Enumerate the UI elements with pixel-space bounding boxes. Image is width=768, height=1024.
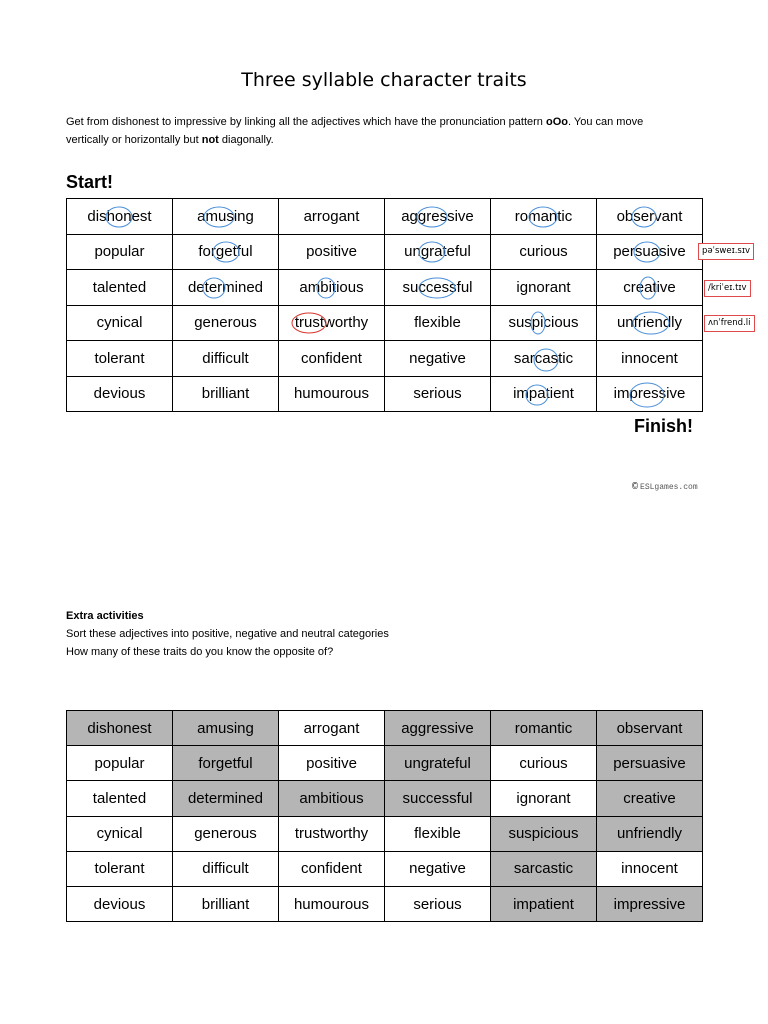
- sort-cell: popular: [67, 746, 173, 781]
- sort-cell: flexible: [385, 817, 491, 852]
- maze-cell: arrogant: [279, 199, 385, 235]
- sort-cell: cynical: [67, 817, 173, 852]
- sort-cell: arrogant: [279, 711, 385, 746]
- copyright-text: ESLgames.com: [640, 483, 698, 492]
- pronunciation-box-unfriendly: ʌnˈfrend.li: [704, 315, 755, 332]
- maze-cell: ambitious: [279, 270, 385, 306]
- pronunciation-box-creative: /kriˈeɪ.tɪv: [704, 280, 751, 297]
- maze-cell: impressive: [597, 377, 703, 413]
- maze-table: [66, 198, 703, 412]
- maze-cell: forgetful: [173, 235, 279, 271]
- sort-cell: innocent: [597, 852, 703, 887]
- copyright-icon: ©: [632, 482, 639, 493]
- sort-cell-shaded: dishonest: [67, 711, 173, 746]
- maze-cell: aggressive: [385, 199, 491, 235]
- maze-cell: confident: [279, 341, 385, 377]
- maze-cell: brilliant: [173, 377, 279, 413]
- sort-cell: confident: [279, 852, 385, 887]
- instructions-line-2: [66, 131, 274, 149]
- sort-cell-shaded: observant: [597, 711, 703, 746]
- maze-cell: humourous: [279, 377, 385, 413]
- maze-cell: tolerant: [67, 341, 173, 377]
- maze-cell: suspicious: [491, 306, 597, 342]
- extra-activities-heading: Extra activities: [66, 610, 144, 622]
- maze-cell: ignorant: [491, 270, 597, 306]
- emphasis-word: not: [201, 134, 219, 146]
- maze-cell: positive: [279, 235, 385, 271]
- sort-cell: difficult: [173, 852, 279, 887]
- maze-cell: innocent: [597, 341, 703, 377]
- maze-cell: dishonest: [67, 199, 173, 235]
- sort-cell-shaded: impatient: [491, 887, 597, 922]
- sort-cell: serious: [385, 887, 491, 922]
- sort-cell-shaded: successful: [385, 781, 491, 816]
- maze-cell: talented: [67, 270, 173, 306]
- maze-cell: difficult: [173, 341, 279, 377]
- instructions-text: . You can move: [567, 116, 644, 128]
- sort-cell: devious: [67, 887, 173, 922]
- maze-cell: sarcastic: [491, 341, 597, 377]
- sort-cell: brilliant: [173, 887, 279, 922]
- extra-activity-1: Sort these adjectives into positive, negative and neutral categories: [66, 628, 389, 640]
- sort-cell-shaded: amusing: [173, 711, 279, 746]
- maze-cell: ungrateful: [385, 235, 491, 271]
- maze-cell: negative: [385, 341, 491, 377]
- maze-cell: serious: [385, 377, 491, 413]
- copyright-notice: [632, 482, 698, 494]
- instructions-text: Get from dishonest to impressive by linking all the adjectives which have the pronunciation pattern: [66, 116, 546, 128]
- maze-cell: amusing: [173, 199, 279, 235]
- sort-cell-shaded: unfriendly: [597, 817, 703, 852]
- maze-cell: unfriendly: [597, 306, 703, 342]
- sort-cell: negative: [385, 852, 491, 887]
- maze-cell: determined: [173, 270, 279, 306]
- sort-cell: talented: [67, 781, 173, 816]
- instructions-line-1: [66, 113, 643, 131]
- maze-cell: curious: [491, 235, 597, 271]
- sort-cell-shaded: determined: [173, 781, 279, 816]
- maze-cell: creative: [597, 270, 703, 306]
- sort-cell-shaded: persuasive: [597, 746, 703, 781]
- sort-cell: positive: [279, 746, 385, 781]
- maze-cell: cynical: [67, 306, 173, 342]
- sort-cell-shaded: ungrateful: [385, 746, 491, 781]
- sort-cell-shaded: forgetful: [173, 746, 279, 781]
- pronunciation-box-persuasive: pəˈsweɪ.sɪv: [698, 243, 754, 260]
- page-title: Three syllable character traits: [241, 69, 527, 91]
- start-label: Start!: [66, 172, 114, 192]
- sort-cell: humourous: [279, 887, 385, 922]
- extra-activity-2: How many of these traits do you know the opposite of?: [66, 646, 334, 658]
- pattern-highlight: oOo: [545, 116, 568, 128]
- sort-cell: tolerant: [67, 852, 173, 887]
- sort-cell-shaded: suspicious: [491, 817, 597, 852]
- maze-cell: successful: [385, 270, 491, 306]
- maze-cell: observant: [597, 199, 703, 235]
- maze-cell: flexible: [385, 306, 491, 342]
- maze-cell: impatient: [491, 377, 597, 413]
- sort-cell-shaded: ambitious: [279, 781, 385, 816]
- maze-cell: popular: [67, 235, 173, 271]
- sort-table: [66, 710, 703, 922]
- sort-cell-shaded: romantic: [491, 711, 597, 746]
- sort-cell: generous: [173, 817, 279, 852]
- sort-cell: curious: [491, 746, 597, 781]
- sort-cell: ignorant: [491, 781, 597, 816]
- maze-cell: trustworthy: [279, 306, 385, 342]
- maze-cell: generous: [173, 306, 279, 342]
- instructions-text: diagonally.: [218, 134, 274, 146]
- maze-cell: persuasive: [597, 235, 703, 271]
- sort-cell-shaded: impressive: [597, 887, 703, 922]
- sort-cell-shaded: creative: [597, 781, 703, 816]
- sort-cell-shaded: sarcastic: [491, 852, 597, 887]
- sort-cell: trustworthy: [279, 817, 385, 852]
- finish-label: Finish!: [634, 416, 693, 436]
- sort-cell-shaded: aggressive: [385, 711, 491, 746]
- instructions-text: vertically or horizontally but: [66, 134, 202, 146]
- maze-cell: romantic: [491, 199, 597, 235]
- maze-cell: devious: [67, 377, 173, 413]
